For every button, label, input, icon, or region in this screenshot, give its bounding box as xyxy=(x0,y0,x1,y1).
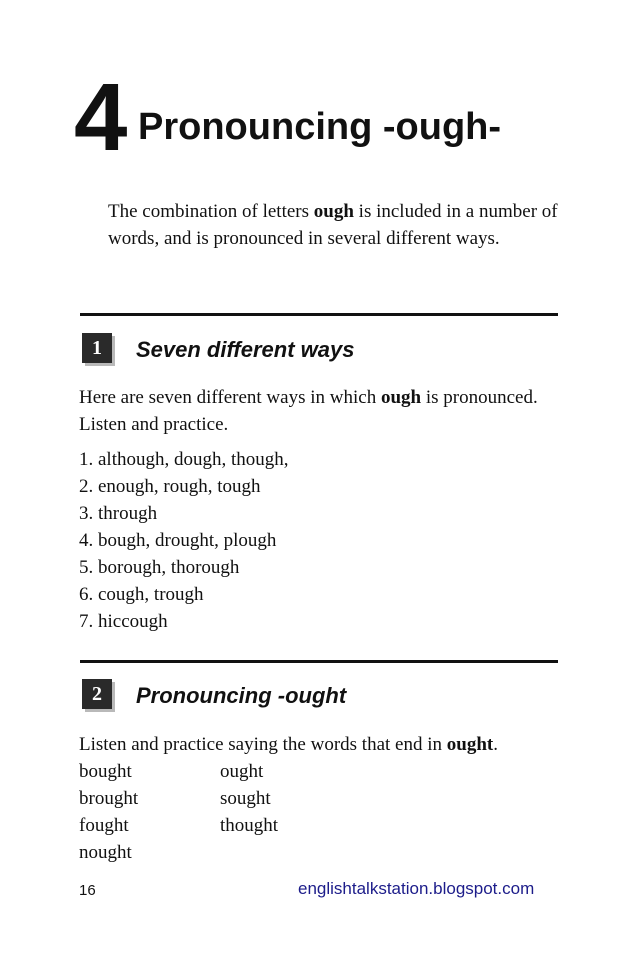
list-item: 7. hiccough xyxy=(79,611,168,632)
section-2-divider xyxy=(80,660,558,663)
word-cell: nought xyxy=(79,842,132,863)
section-2-text-start: Listen and practice saying the words that end in xyxy=(79,734,447,755)
section-2-number-badge: 2 xyxy=(82,679,112,709)
intro-text-start: The combination of letters xyxy=(108,201,314,222)
footer-site-link[interactable]: englishtalkstation.blogspot.com xyxy=(298,879,535,898)
section-2-bold-term: ought xyxy=(446,734,494,755)
pronunciation-list xyxy=(79,446,289,635)
word-cell: fought xyxy=(79,815,129,836)
section-2-title: Pronouncing -ought xyxy=(136,683,347,708)
list-item: 4. bough, drought, plough xyxy=(79,530,277,551)
intro-text-end: is included in a number of words, and is pronounced in several different ways. xyxy=(108,201,558,249)
section-1-text-end: is pronounced. Listen and practice. xyxy=(79,387,538,435)
word-row xyxy=(79,785,278,812)
section-1-bold-term: ough xyxy=(380,387,422,408)
intro-bold-term: ough xyxy=(313,201,354,222)
list-item: 3. through xyxy=(79,503,158,524)
word-row xyxy=(79,839,278,866)
section-1-title: Seven different ways xyxy=(136,337,355,362)
section-1-divider xyxy=(80,313,558,316)
section-1-number-badge: 1 xyxy=(82,333,112,363)
list-item: 2. enough, rough, tough xyxy=(79,476,261,497)
word-cell: thought xyxy=(220,815,279,836)
word-row xyxy=(79,758,278,785)
ought-word-table xyxy=(79,758,278,866)
word-cell: bought xyxy=(79,761,132,782)
chapter-number: 4 xyxy=(74,64,126,171)
page-number: 16 xyxy=(79,882,96,899)
list-item: 5. borough, thorough xyxy=(79,557,240,578)
word-cell: sought xyxy=(220,788,271,809)
list-item: 1. although, dough, though, xyxy=(79,449,289,470)
section-2-instructions xyxy=(79,731,579,758)
word-cell: brought xyxy=(79,788,139,809)
section-2-text-end: . xyxy=(493,734,498,755)
list-item: 6. cough, trough xyxy=(79,584,204,605)
section-1-instructions xyxy=(79,384,579,438)
word-row xyxy=(79,812,278,839)
chapter-title: Pronouncing -ough- xyxy=(138,106,502,148)
word-cell: ought xyxy=(220,761,264,782)
section-1-text-start: Here are seven different ways in which xyxy=(79,387,381,408)
intro-paragraph xyxy=(108,199,578,252)
